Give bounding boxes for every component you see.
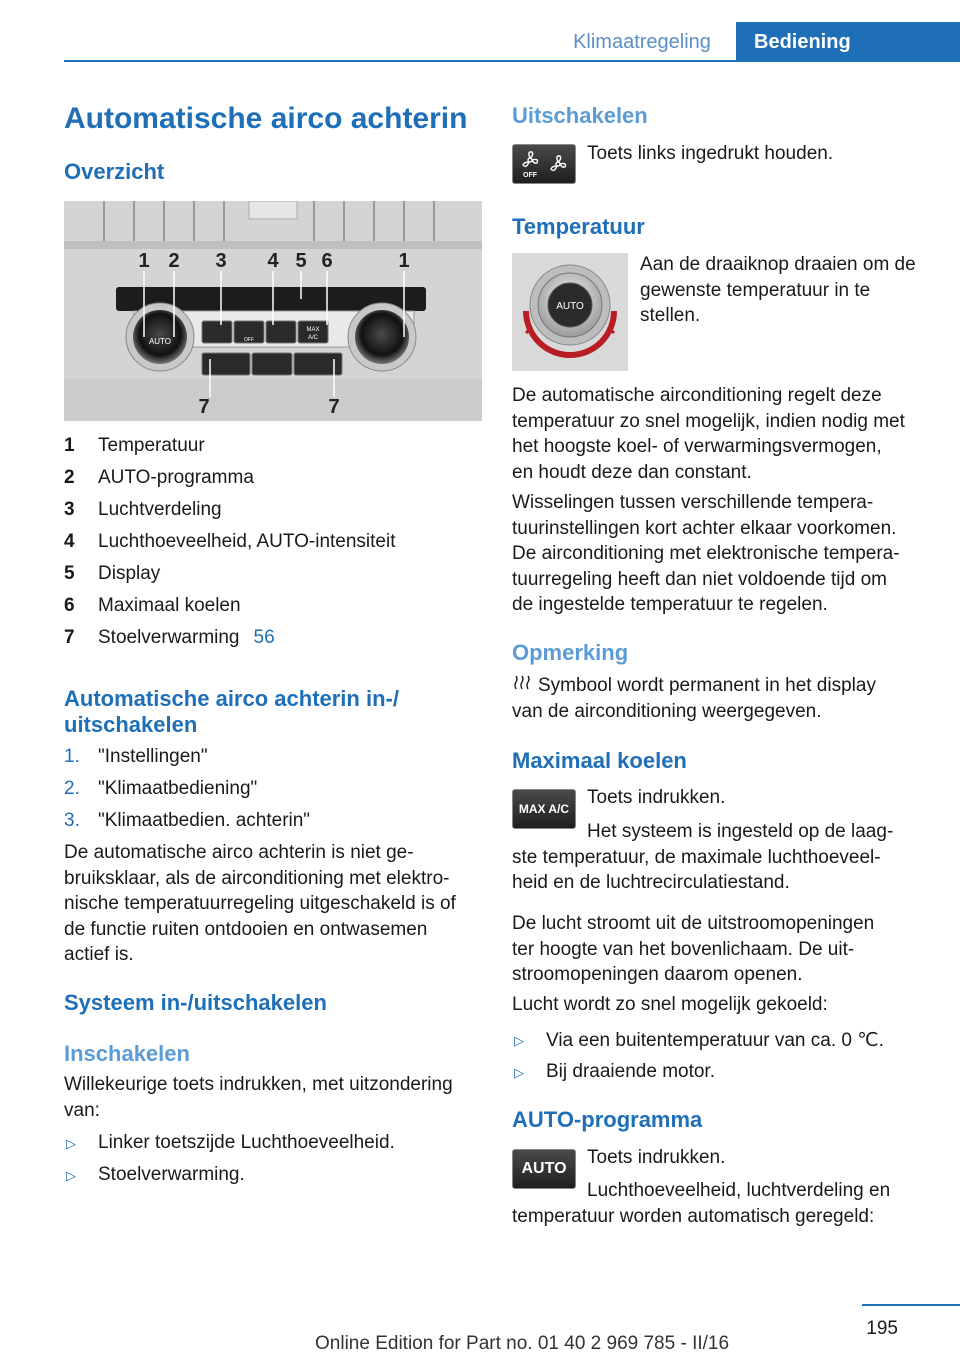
- legend-item-seat-heating: [98, 627, 275, 649]
- control-panel-drawing: [64, 201, 482, 421]
- max-paragraph: Het systeem is ingesteld op de laag‐ ste temperatuur, de maximale luchthoeveel‐ heid en de luchtrecirculatiestand.: [512, 821, 894, 893]
- legend-label: Stoelverwarming: [98, 627, 240, 648]
- callout-1b: 1: [398, 250, 410, 272]
- header-rule: [64, 60, 960, 62]
- footer-edition: Online Edition for Part no. 01 40 2 969 785 - II/16: [315, 1333, 730, 1354]
- legend-num: 2: [64, 467, 75, 488]
- legend-label: Temperatuur: [98, 435, 205, 456]
- step-num: 3.: [64, 810, 80, 831]
- legend-num: 6: [64, 595, 75, 616]
- bullet-text: Stoelverwarming.: [98, 1164, 245, 1185]
- bullet-text: Linker toetszijde Luchthoeveelheid.: [98, 1132, 395, 1153]
- bullet-text: Via een buitentemperatuur van ca. 0 ℃.: [546, 1030, 884, 1051]
- temperature-knob-image: [512, 253, 628, 371]
- callout-4: 4: [267, 250, 279, 272]
- legend-label: Luchtverdeling: [98, 499, 222, 520]
- bullet-triangle-icon: ▷: [66, 1168, 76, 1183]
- page-reference-link[interactable]: 56: [253, 627, 275, 648]
- callout-1a: 1: [138, 250, 150, 272]
- off-heading: Uitschakelen: [512, 103, 648, 128]
- legend-label: Maximaal koelen: [98, 595, 241, 616]
- bullet-triangle-icon: ▷: [66, 1136, 76, 1151]
- fan-off-button-image: [512, 144, 576, 184]
- svg-text:AUTO: AUTO: [556, 301, 584, 312]
- svg-text:OFF: OFF: [523, 172, 537, 179]
- temperature-knob-drawing: [512, 253, 628, 371]
- legend-num: 4: [64, 531, 75, 552]
- legend-num: 3: [64, 499, 75, 520]
- onoff-heading-line1: Automatische airco achterin in-/: [64, 686, 399, 711]
- legend-label: Display: [98, 563, 161, 584]
- auto-text-1: Toets indrukken.: [587, 1147, 726, 1168]
- legend-num: 5: [64, 563, 75, 584]
- footer-rule: [862, 1304, 960, 1306]
- note-paragraph: Symbool wordt permanent in het display van de airconditioning weergegeven.: [512, 675, 876, 722]
- step-text: "Instellingen": [98, 746, 208, 767]
- bullet-triangle-icon: ▷: [514, 1033, 524, 1048]
- max-airflow-paragraph: De lucht stroomt uit de uitstroomopeningen ter hoogte van het bovenlichaam. De uit‐ stroomopeningen daarom openen.: [512, 913, 875, 985]
- on-paragraph: Willekeurige toets indrukken, met uitzondering van:: [64, 1074, 453, 1121]
- fan-icon: [513, 145, 575, 183]
- on-heading: Inschakelen: [64, 1041, 190, 1066]
- callout-3: 3: [215, 250, 227, 272]
- callout-7a: 7: [198, 396, 210, 418]
- legend-num: 1: [64, 435, 75, 456]
- auto-button-image: AUTO: [512, 1149, 576, 1189]
- bullet-triangle-icon: ▷: [514, 1065, 524, 1080]
- temp-heading: Temperatuur: [512, 214, 645, 239]
- temp-paragraph-1: De automatische airconditioning regelt deze temperatuur zo snel mogelijk, indien nodig met het hoogste koel- of verwarmingsvermogen, en houdt deze dan constant.: [512, 385, 905, 483]
- auto-heading: AUTO-programma: [512, 1107, 703, 1132]
- auto-paragraph: Luchthoeveelheid, luchtverdeling en temperatuur worden automatisch geregeld:: [512, 1180, 891, 1227]
- step-text: "Klimaatbedien. achterin": [98, 810, 311, 831]
- step-text: "Klimaatbediening": [98, 778, 258, 799]
- header-chapter: Bediening: [736, 22, 960, 62]
- max-text-1: Toets indrukken.: [587, 787, 726, 808]
- callout-2: 2: [168, 250, 180, 272]
- note-heading: Opmerking: [512, 640, 629, 665]
- legend-label: AUTO-programma: [98, 467, 254, 488]
- temp-instruction: Aan de draaiknop draaien om de gewenste temperatuur in te stellen.: [640, 254, 916, 326]
- bullet-text: Bij draaiende motor.: [546, 1061, 715, 1082]
- header-section: Klimaatregeling: [573, 31, 711, 53]
- control-panel-image: [64, 201, 482, 421]
- svg-text:A/C: A/C: [307, 335, 319, 341]
- onoff-heading-line2: uitschakelen: [64, 712, 198, 737]
- callout-7b: 7: [328, 396, 340, 418]
- svg-text:OFF: OFF: [244, 337, 254, 343]
- page-title: Automatische airco achterin: [64, 102, 468, 135]
- legend-num: 7: [64, 627, 75, 648]
- svg-text:MAX: MAX: [306, 327, 320, 333]
- onoff-paragraph: De automatische airco achterin is niet ge‐ bruiksklaar, als de airconditioning met elektro‐ nische temperatuurregeling uitgeschakeld is of de functie ruiten ontdooien en ontwasemen actief is.: [64, 842, 456, 965]
- step-num: 1.: [64, 746, 80, 767]
- max-heading: Maximaal koelen: [512, 748, 687, 773]
- off-text: Toets links ingedrukt houden.: [587, 143, 834, 164]
- max-cooling-symbol-icon: [512, 673, 538, 699]
- max-ac-button-image: MAX A/C: [512, 789, 576, 829]
- system-heading: Systeem in-/uitschakelen: [64, 990, 327, 1015]
- max-cooling-conditions: Lucht wordt zo snel mogelijk gekoeld:: [512, 994, 828, 1015]
- temp-paragraph-2: Wisselingen tussen verschillende tempera‐ tuurinstellingen kort achter elkaar voorkomen. De airconditioning met elektronische tempera‐ tuurregeling heeft dan niet voldoende tijd om de ingestelde temperatuur te regelen.: [512, 492, 900, 615]
- svg-text:AUTO: AUTO: [148, 337, 172, 346]
- callout-6: 6: [321, 250, 333, 272]
- legend-label: Luchthoeveelheid, AUTO-intensiteit: [98, 531, 396, 552]
- step-num: 2.: [64, 778, 80, 799]
- page-number: 195: [866, 1318, 898, 1339]
- overview-heading: Overzicht: [64, 159, 165, 184]
- callout-5: 5: [295, 250, 307, 272]
